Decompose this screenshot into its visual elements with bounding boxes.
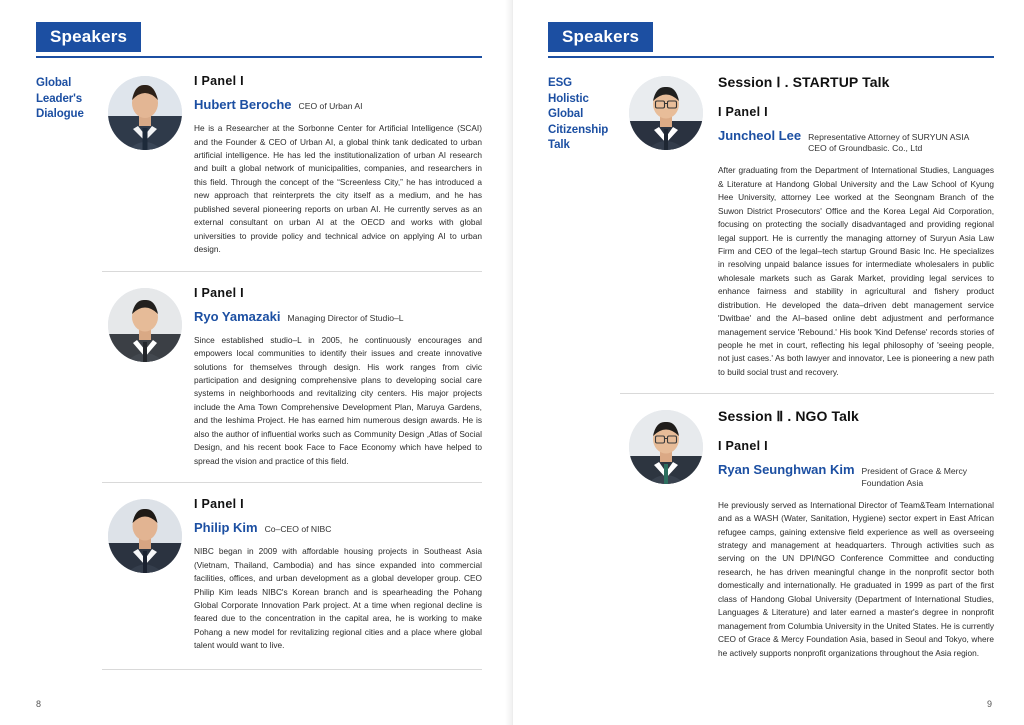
speaker-bio: He is a Researcher at the Sorbonne Center for Artificial Intelligence (SCAI) and the Founder & CEO of Urban AI, a global think tank dedicated to urban artificial intelligence. He has led the institutionalization of urban AI research and built a global network of municipalities, companies, and researchers in this field. Through the concept of the “Screenless City,” he has introduced a new approach that reinterprets the city itself as a medium, and he has published several pioneering reports on urban AI. He currently serves as an external consultant on urban AI at the OECD and works with global universities to provide policy and technical advice on applying AI to urban design. [194, 123, 482, 255]
avatar [629, 410, 703, 484]
avatar [108, 499, 182, 573]
header-rule-right [548, 56, 994, 58]
speaker-entry [102, 271, 482, 483]
section-esg-holistic-global-citizenship-talk [548, 74, 994, 674]
speaker-role: Co–CEO of NIBC [264, 524, 332, 535]
speaker-name-line [718, 128, 994, 155]
section-global-leaders-dialogue [36, 74, 482, 670]
speaker-role [808, 132, 969, 154]
page-gutter-line [512, 0, 513, 725]
header-title-right: Speakers [548, 22, 653, 52]
speaker-entry [620, 74, 994, 393]
speaker-name: Hubert Beroche [194, 97, 292, 112]
section-body-right [620, 74, 994, 674]
speaker-role: CEO of Urban AI [298, 101, 363, 111]
speaker-photo-col [102, 286, 188, 469]
speaker-role-line-2: CEO of Groundbasic. Co., Ltd [808, 143, 923, 154]
speaker-bio: He previously served as International Director of Team&Team International and as a WASH (Water, Sanitation, Hygiene) sector expert in East African refugee camps, gaining extensive field experience as well as overseeing strategy and management at headquarters. Through activities such as serving on the UN DPI/NGO Conference Committee and conducting research, he has driven meaningful change in the nonprofit sector both domestically and internationally. He graduated in 1999 as part of the first class of Handong Global University (Department of International Studies, Languages & Literature) and later earned a master's degree in nonprofit management from Columbia University in the United States. He is currently CEO of Grace & Mercy Foundation Asia, based in Seoul and Tokyo, where he actively supports nonprofit organizations throughout the Asia region. [718, 499, 994, 658]
section-label-line-3: Global [548, 108, 584, 121]
speaker-text [712, 74, 994, 379]
section-label-left [36, 74, 102, 670]
header-title-left: Speakers [36, 22, 141, 52]
speaker-role: Managing Director of Studio–L [287, 312, 404, 323]
speaker-photo-col [102, 74, 188, 257]
section-label-line-3: Dialogue [36, 108, 84, 121]
speaker-role-line-1: President of Grace & Mercy [861, 466, 968, 477]
speaker-name: Ryo Yamazaki [194, 308, 281, 324]
avatar [629, 76, 703, 150]
page-gutter-shadow [505, 0, 512, 725]
avatar [108, 288, 182, 362]
speaker-role [862, 466, 968, 488]
page-number-left: 8 [36, 699, 42, 709]
speaker-entry [102, 74, 482, 271]
section-label-line-1: Global [36, 77, 72, 89]
speaker-photo-col [102, 497, 188, 653]
speaker-role-line-2: Foundation Asia [861, 477, 924, 488]
speaker-text [188, 286, 482, 469]
section-end-divider [102, 669, 482, 670]
header-rule-left [36, 56, 482, 58]
speaker-text [188, 74, 482, 257]
speaker-photo-col [620, 74, 712, 379]
section-body-left [102, 74, 482, 670]
speaker-role-line-1: Representative Attorney of SURYUN ASIA [808, 132, 970, 142]
section-label-line-1: ESG [548, 77, 572, 89]
speaker-text [188, 497, 482, 653]
section-label-line-5: Talk [548, 139, 570, 152]
section-label-line-4: Citizenship [548, 123, 609, 136]
speaker-name: Ryan Seunghwan Kim [718, 462, 855, 478]
page-header-right [548, 22, 994, 58]
speaker-name-line [718, 462, 994, 489]
speaker-bio: After graduating from the Department of International Studies, Languages & Literature at Handong Global University and the Law School of Kyung Hee University, attorney Lee worked at the Seongnam Branch of the Suwon District Prosecutors' Office and the Korea Legal Aid Corporation, focusing on protecting the socially disadvantaged and providing regional legal support. He is currently the managing attorney of Suryun Asia Law Firm and CEO of the legal–tech startup Ground Basic Inc. He specializes in resolving unpaid balance issues for intermediate wholesalers in public wholesale markets such as Garak Market, providing legal services to enhance fairness and stability in agricultural and fishery product distribution. He developed the data–driven debt management service 'Dwitbae' and the AI–based online debt adjustment and performance management service 'Rebound.' His book 'Kind Defense' records stories of people he met in court, reflecting his legal philosophy of 'seeing people, not just cases.' As both lawyer and innovator, Lee is pioneering a new path to build social trust and recovery. [718, 165, 994, 377]
page-header-left [36, 22, 482, 58]
section-label-line-2: Leader's [36, 92, 83, 105]
panel-tag: I Panel I [718, 105, 768, 119]
section-label-line-2: Holistic [548, 92, 589, 105]
speaker-text [712, 408, 994, 660]
panel-tag: I Panel I [718, 439, 768, 454]
section-label-right [548, 74, 620, 674]
speaker-bio: NIBC began in 2009 with affordable housing projects in Southeast Asia (Vietnam, Thailand, Cambodia) and has since expanded into commercial facilities, offices, and urban development as a global developer group. CEO Philip Kim leads NIBC's Korean branch and is spearheading the Pohang Global Corporate Innovation Park project. At a time when regional decline is feared due to the concentration in the capital area, he is working to make Pohang a new model for revitalizing regional cities and a place where global talent would want to live. [194, 546, 482, 651]
session-title: Session Ⅱ . NGO Talk [718, 408, 859, 425]
speaker-photo-col [620, 408, 712, 660]
speaker-name-line [194, 309, 482, 325]
session-title: Session Ⅰ . STARTUP Talk [718, 74, 890, 90]
speaker-entry [102, 482, 482, 667]
page-number-right: 9 [986, 699, 992, 709]
panel-tag: I Panel I [194, 497, 244, 512]
panel-tag: I Panel I [194, 74, 244, 88]
avatar [108, 76, 182, 150]
page-right [512, 0, 1024, 725]
speaker-name: Philip Kim [194, 520, 258, 536]
speaker-bio: Since established studio–L in 2005, he continuously encourages and empowers local communities to identify their issues and create innovative solutions for themselves through design. His work ranges from civic participation and designing comprehensive plans to developing social care systems in neighborhoods and revitalizing city centers. His major projects include the Ama Town Comprehensive Development Plan, Maruya Gardens, and the Ieshima Project. He has earned him numerous design awards. He is also the author of influential works such as Community Design ,Atlas of Social Design, and his recent book Face to Face Economy which have helped to spread the vision and practice of this field. [194, 334, 482, 466]
speaker-name-line [194, 520, 482, 536]
panel-tag: I Panel I [194, 285, 244, 300]
speaker-name: Juncheol Lee [718, 128, 802, 143]
speaker-name-line [194, 97, 482, 113]
speaker-entry [620, 393, 994, 674]
